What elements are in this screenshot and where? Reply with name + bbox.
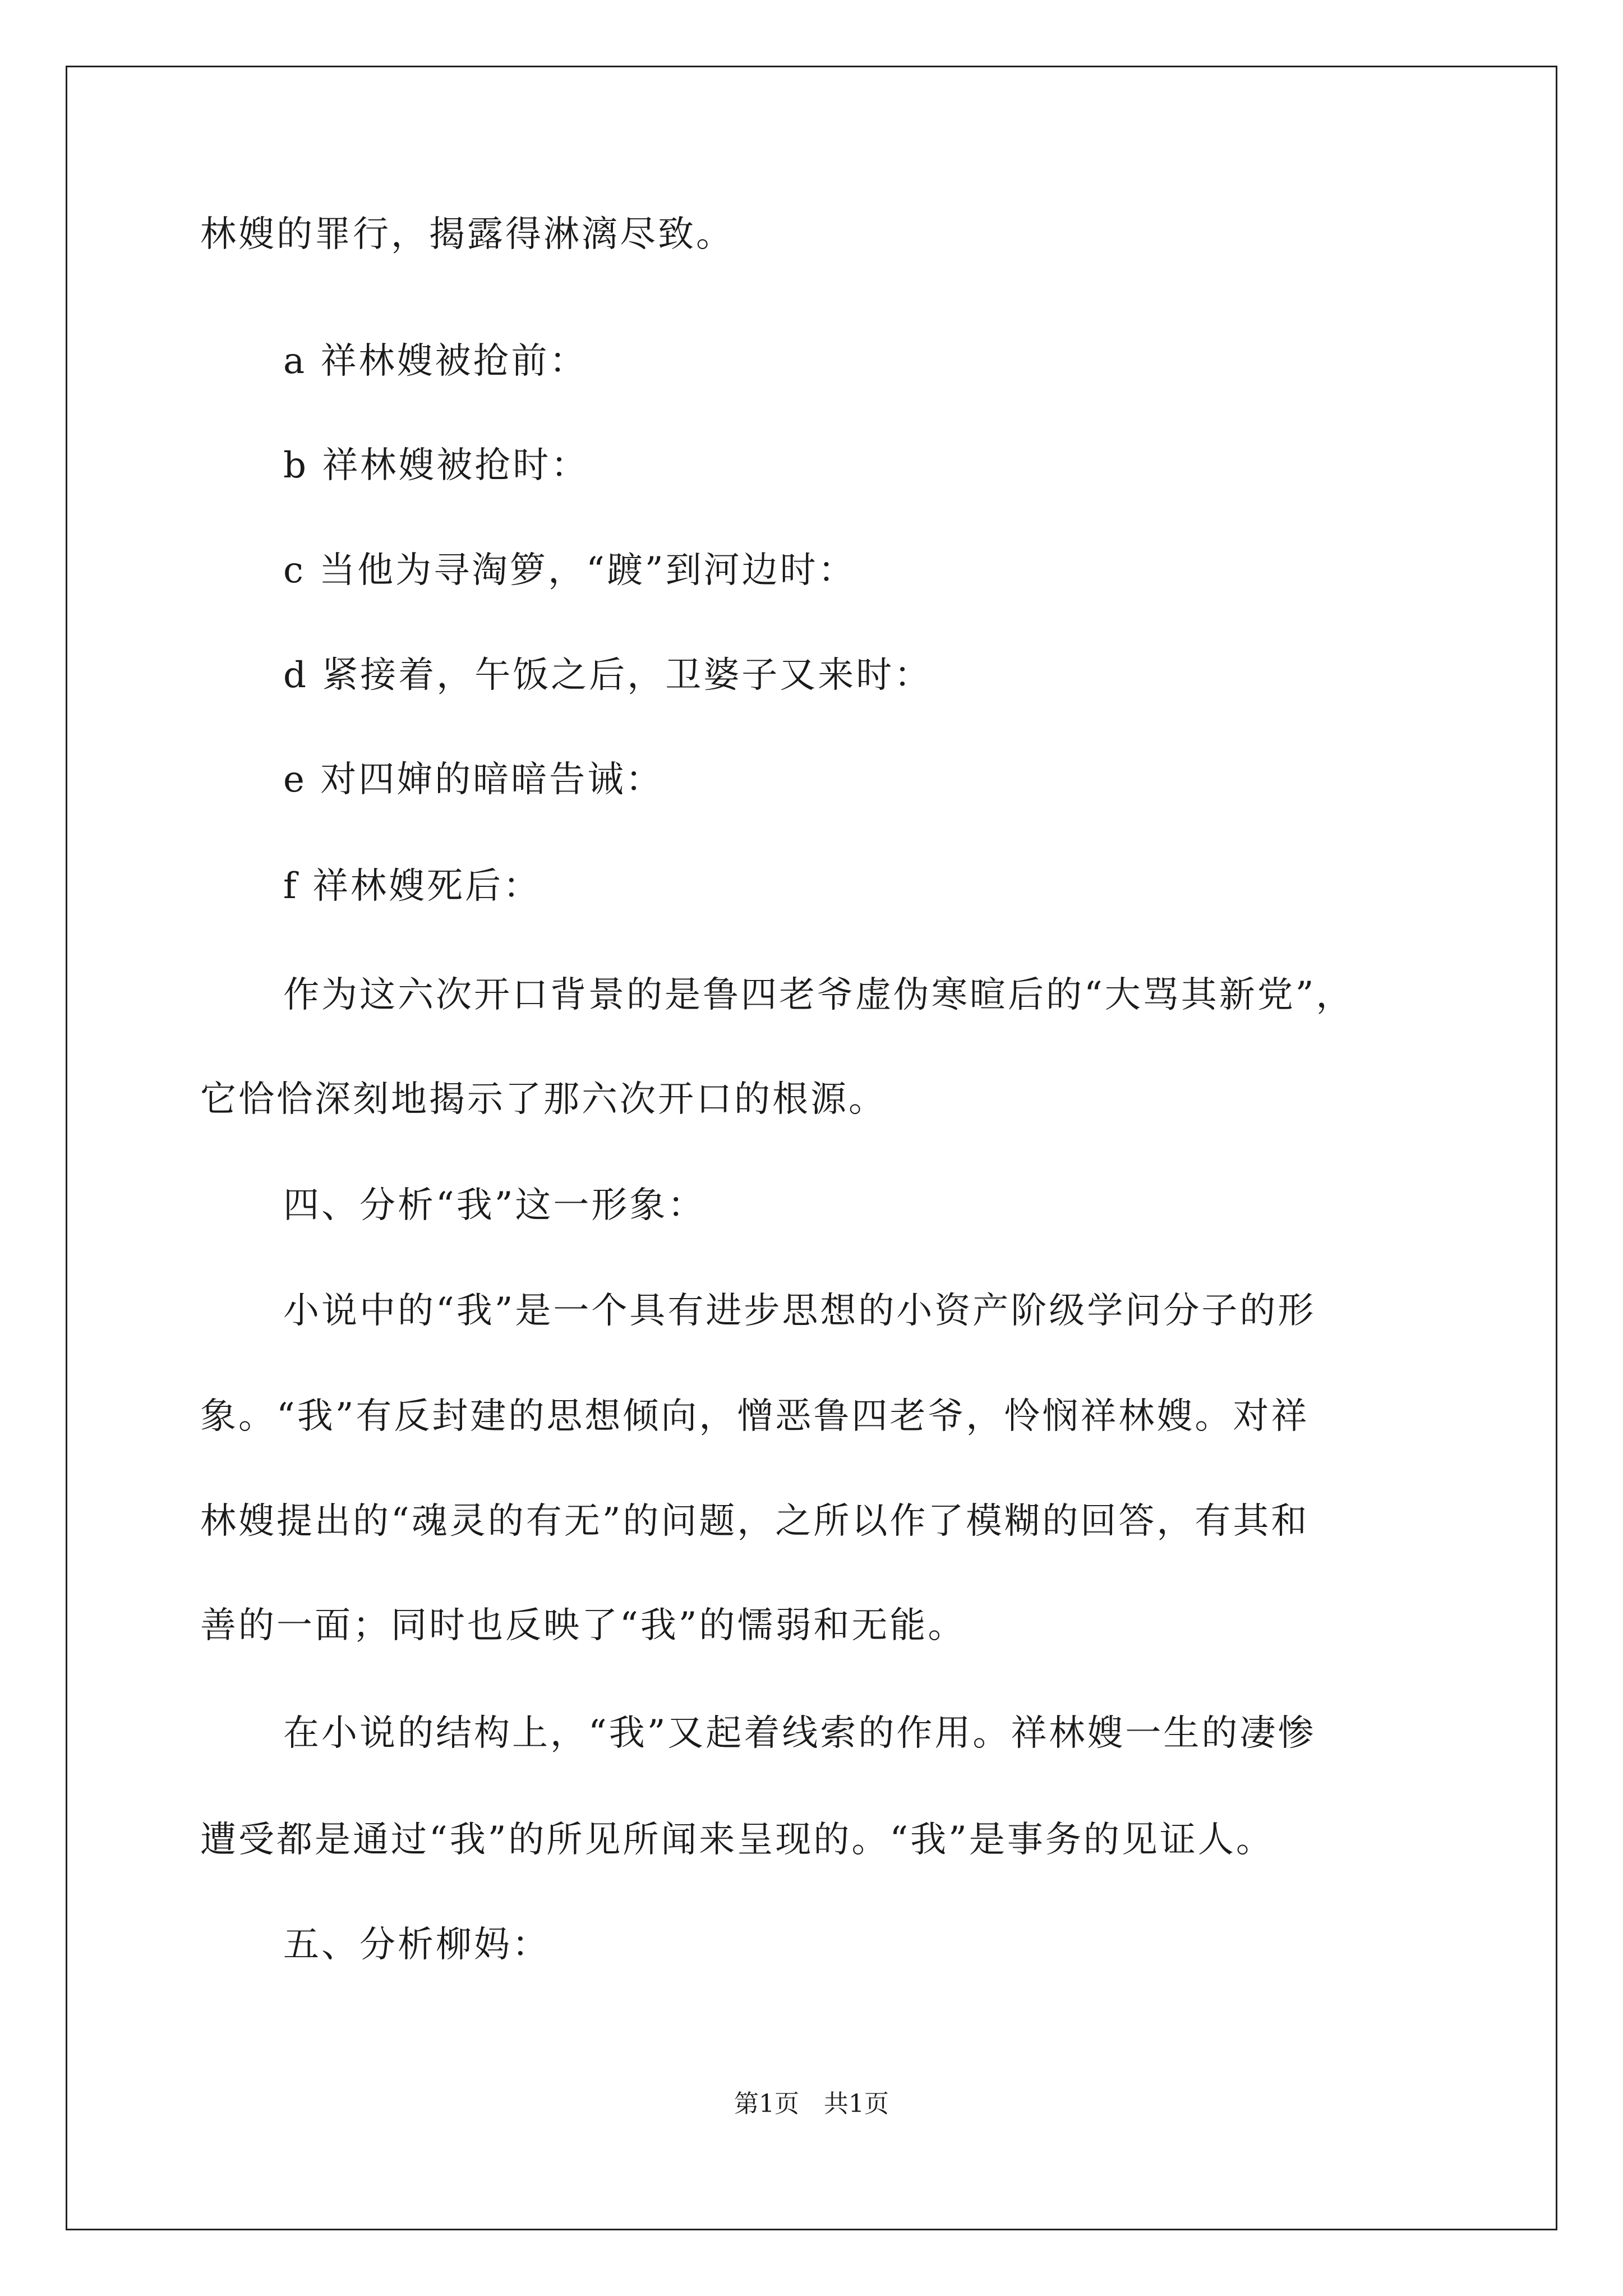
page-footer: 第1页 共1页 (734, 2090, 889, 2118)
paragraph-line: 善的一面；同时也反映了“我”的懦弱和无能。 (200, 1605, 966, 1646)
paragraph-line: 在小说的结构上，“我”又起着线索的作用。祥林嫂一生的凄惨 (283, 1713, 1316, 1754)
text-line: 林嫂的罪行，揭露得淋漓尽致。 (200, 214, 734, 255)
list-item-a: a 祥林嫂被抢前： (283, 341, 588, 382)
list-item-d: d 紧接着，午饭之后，卫婆子又来时： (283, 655, 933, 696)
list-item-b: b 祥林嫂被抢时： (283, 445, 589, 486)
list-item-e: e 对四婶的暗暗告诫： (283, 759, 664, 800)
list-item-f: f 祥林嫂死后： (283, 866, 542, 907)
paragraph-line: 小说中的“我”是一个具有进步思想的小资产阶级学问分子的形 (283, 1290, 1316, 1332)
section-heading: 四、分析“我”这一形象： (283, 1185, 706, 1226)
paragraph-line: 作为这六次开口背景的是鲁四老爷虚伪寒暄后的“大骂其新党”， (283, 974, 1354, 1016)
page-border (66, 66, 1557, 2230)
section-heading: 五、分析柳妈： (283, 1924, 550, 1966)
paragraph-line: 象。“我”有反封建的思想倾向，憎恶鲁四老爷，怜悯祥林嫂。对祥 (200, 1396, 1310, 1437)
paragraph-line: 它恰恰深刻地揭示了那六次开口的根源。 (200, 1079, 887, 1120)
paragraph-line: 林嫂提出的“魂灵的有无”的问题，之所以作了模糊的回答，有其和 (200, 1501, 1310, 1542)
list-item-c: c 当他为寻淘箩，“踱”到河边时： (283, 550, 856, 591)
paragraph-line: 遭受都是通过“我”的所见所闻来呈现的。“我”是事务的见证人。 (200, 1819, 1274, 1861)
